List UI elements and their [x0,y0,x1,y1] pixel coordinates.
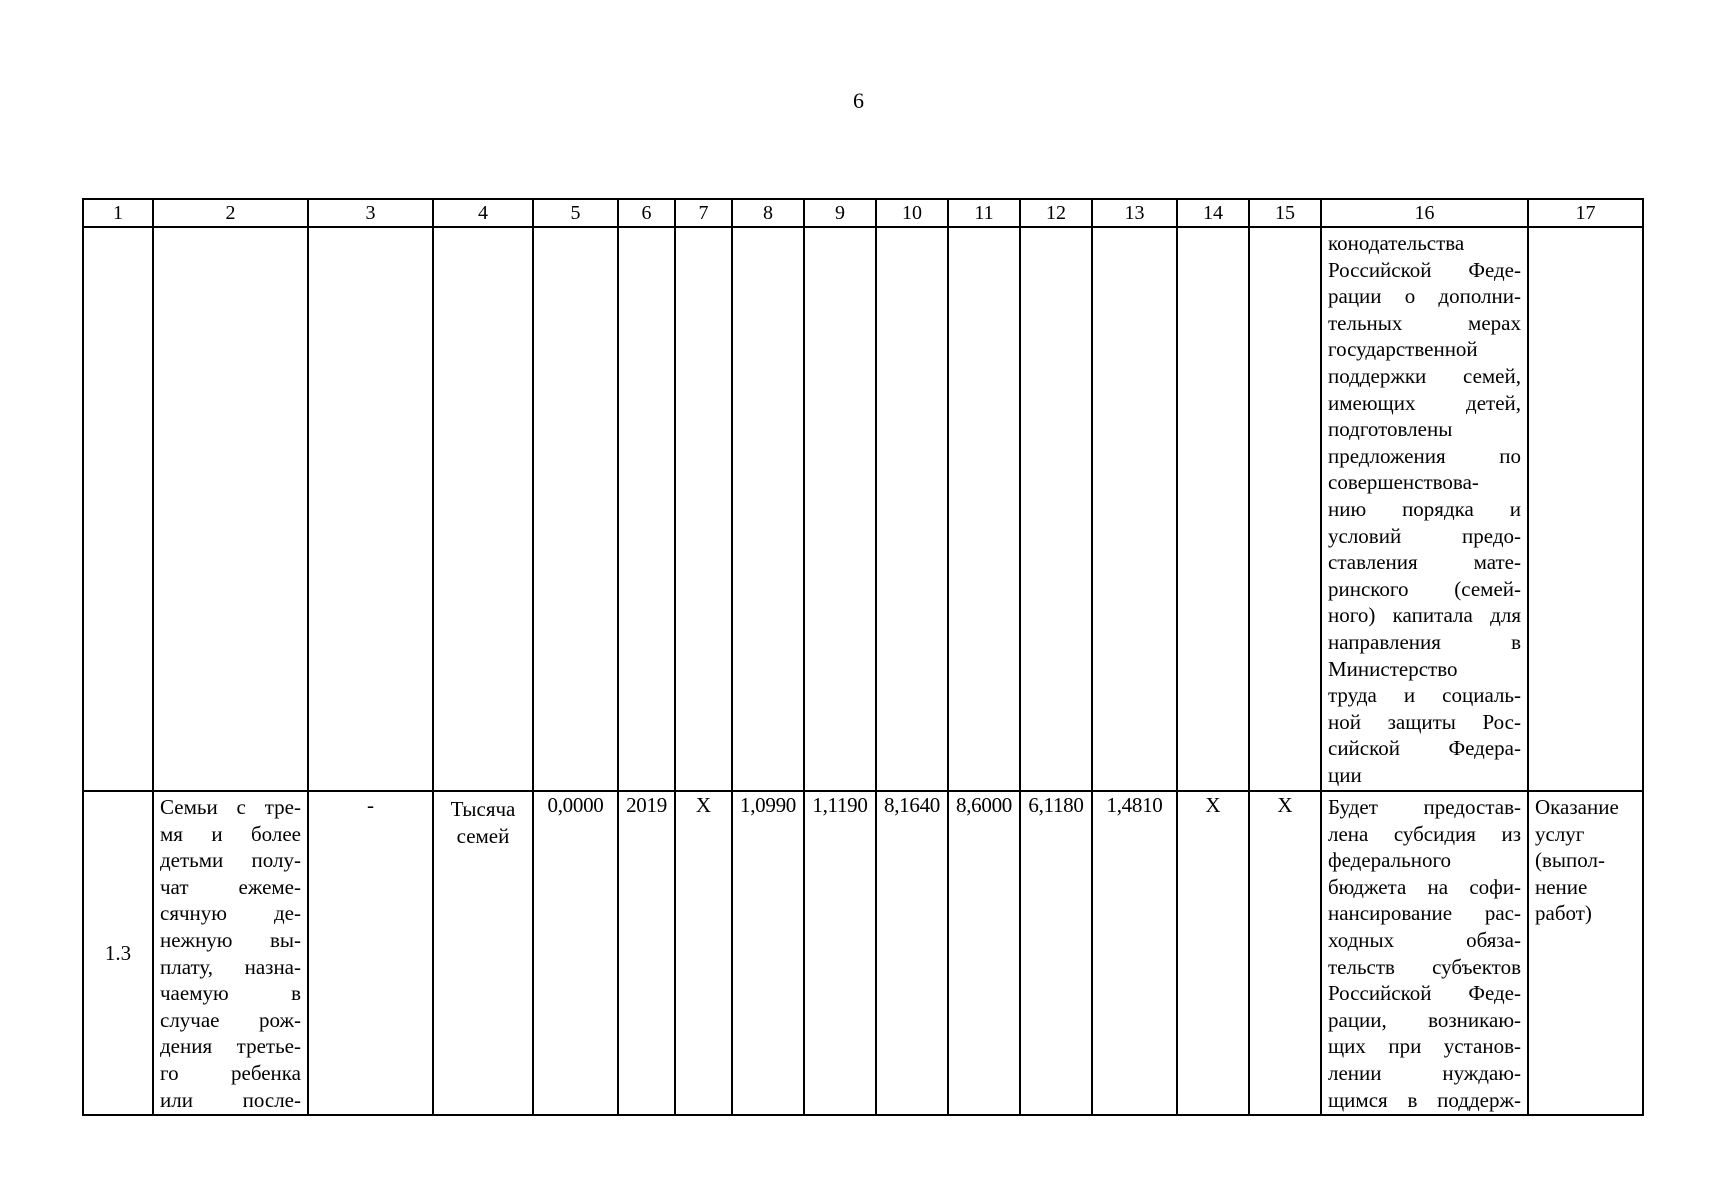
text-line: щимся в поддерж- [1328,1087,1521,1112]
page-number: 6 [853,88,864,113]
header-cell: 5 [533,199,618,227]
unit-cell [433,791,533,1115]
value-cell: X [675,791,732,1115]
value-cell: 1,1190 [804,791,876,1115]
text-line: имеющих детей, [1328,390,1521,415]
text-line: Министерство [1328,656,1458,681]
text-line: Тысяча [450,797,516,821]
text-line: подготовлены [1328,417,1453,442]
empty-cell [153,227,308,791]
text-line: нежную вы- [160,927,301,952]
empty-cell [1177,227,1249,791]
continued-result-cell [1321,227,1528,791]
text-line: сячную де- [160,901,301,926]
text-line: условий предо- [1328,523,1521,548]
empty-cell [308,227,433,791]
text-line: (выпол- [1535,848,1605,873]
header-cell: 1 [83,199,153,227]
text-line: услуг [1535,821,1585,846]
value-cell: 8,1640 [876,791,948,1115]
text-line: ходных обяза- [1328,927,1521,952]
text-line: ринского (семей- [1328,576,1521,601]
text-line: ставления мате- [1328,550,1521,575]
value-cell: 1,0990 [732,791,804,1115]
empty-cell [732,227,804,791]
text-line: Российской Феде- [1328,257,1521,282]
text-line: предложения по [1328,443,1521,468]
text-line: семей [456,823,510,848]
text-line: чат ежеме- [160,874,301,899]
value-cell: X [1249,791,1321,1115]
empty-cell [1528,227,1643,791]
text-line: плату, назна- [160,954,301,979]
header-cell: 7 [675,199,732,227]
measures-table [82,198,1644,1116]
text-line: ции [1328,762,1362,787]
header-cell: 16 [1321,199,1528,227]
value-cell: 8,6000 [948,791,1020,1115]
text-line: го ребенка [160,1060,301,1085]
text-line: нение [1535,874,1588,899]
value-cell: 6,1180 [1020,791,1092,1115]
year-cell: 2019 [618,791,675,1115]
text-line: или после- [160,1087,301,1112]
value-cell: 0,0000 [533,791,618,1115]
text-line: нансирование рас- [1328,901,1521,926]
text-line: Семьи с тре- [160,795,301,819]
header-cell: 12 [1020,199,1092,227]
header-cell: 6 [618,199,675,227]
empty-cell [948,227,1020,791]
text-line: бюджета на софи- [1328,874,1521,899]
header-cell: 17 [1528,199,1643,227]
text-line: лена субсидия из [1328,821,1521,846]
indicator-cell [153,791,308,1115]
text-line: нию порядка и [1328,496,1521,521]
text-line: рации, возникаю- [1328,1007,1521,1032]
empty-cell [804,227,876,791]
text-line: мя и более [160,821,301,846]
text-line: работ) [1535,901,1592,926]
header-cell: 11 [948,199,1020,227]
header-cell: 15 [1249,199,1321,227]
text-line: Оказание [1535,795,1619,819]
text-line: ного) капитала для [1328,603,1521,628]
header-row [83,199,1643,227]
text-line: Российской Феде- [1328,981,1521,1006]
value-cell: X [1177,791,1249,1115]
row-number-cell: 1.3 [83,791,153,1115]
header-cell: 2 [153,199,308,227]
header-cell: 14 [1177,199,1249,227]
text-line: щих при установ- [1328,1034,1521,1059]
text-line: направления в [1328,629,1521,654]
empty-cell [1020,227,1092,791]
text-line: детьми полу- [160,848,301,873]
result-cell [1321,791,1528,1115]
text-line: поддержки семей, [1328,363,1521,388]
empty-cell [876,227,948,791]
header-cell: 13 [1092,199,1177,227]
header-cell: 10 [876,199,948,227]
text-line: дения третье- [160,1034,301,1059]
text-line: тельств субъектов [1328,954,1521,979]
value-cell: 1,4810 [1092,791,1177,1115]
header-cell: 9 [804,199,876,227]
empty-cell [433,227,533,791]
table-row-1-3 [83,791,1643,1115]
text-line: совершенствова- [1328,470,1479,495]
text-line: труда и социаль- [1328,683,1521,708]
header-cell: 3 [308,199,433,227]
text-line: чаемую в [160,981,301,1006]
text-line: Будет предостав- [1328,795,1521,819]
text-line: ной защиты Рос- [1328,709,1521,734]
text-line: конодательства [1328,231,1465,255]
empty-cell [618,227,675,791]
table-row-continued [83,227,1643,791]
empty-cell [675,227,732,791]
empty-cell [1092,227,1177,791]
empty-cell [83,227,153,791]
text-line: рации о дополни- [1328,284,1521,309]
header-cell: 4 [433,199,533,227]
dash-cell: - [308,791,433,1115]
text-line: лении нуждаю- [1328,1060,1521,1085]
text-line: государственной [1328,337,1478,362]
text-line: случае рож- [160,1007,301,1032]
text-line: тельных мерах [1328,310,1521,335]
header-cell: 8 [732,199,804,227]
empty-cell [1249,227,1321,791]
empty-cell [533,227,618,791]
text-line: федерального [1328,848,1452,873]
text-line: сийской Федера- [1328,736,1521,761]
activity-type-cell [1528,791,1643,1115]
